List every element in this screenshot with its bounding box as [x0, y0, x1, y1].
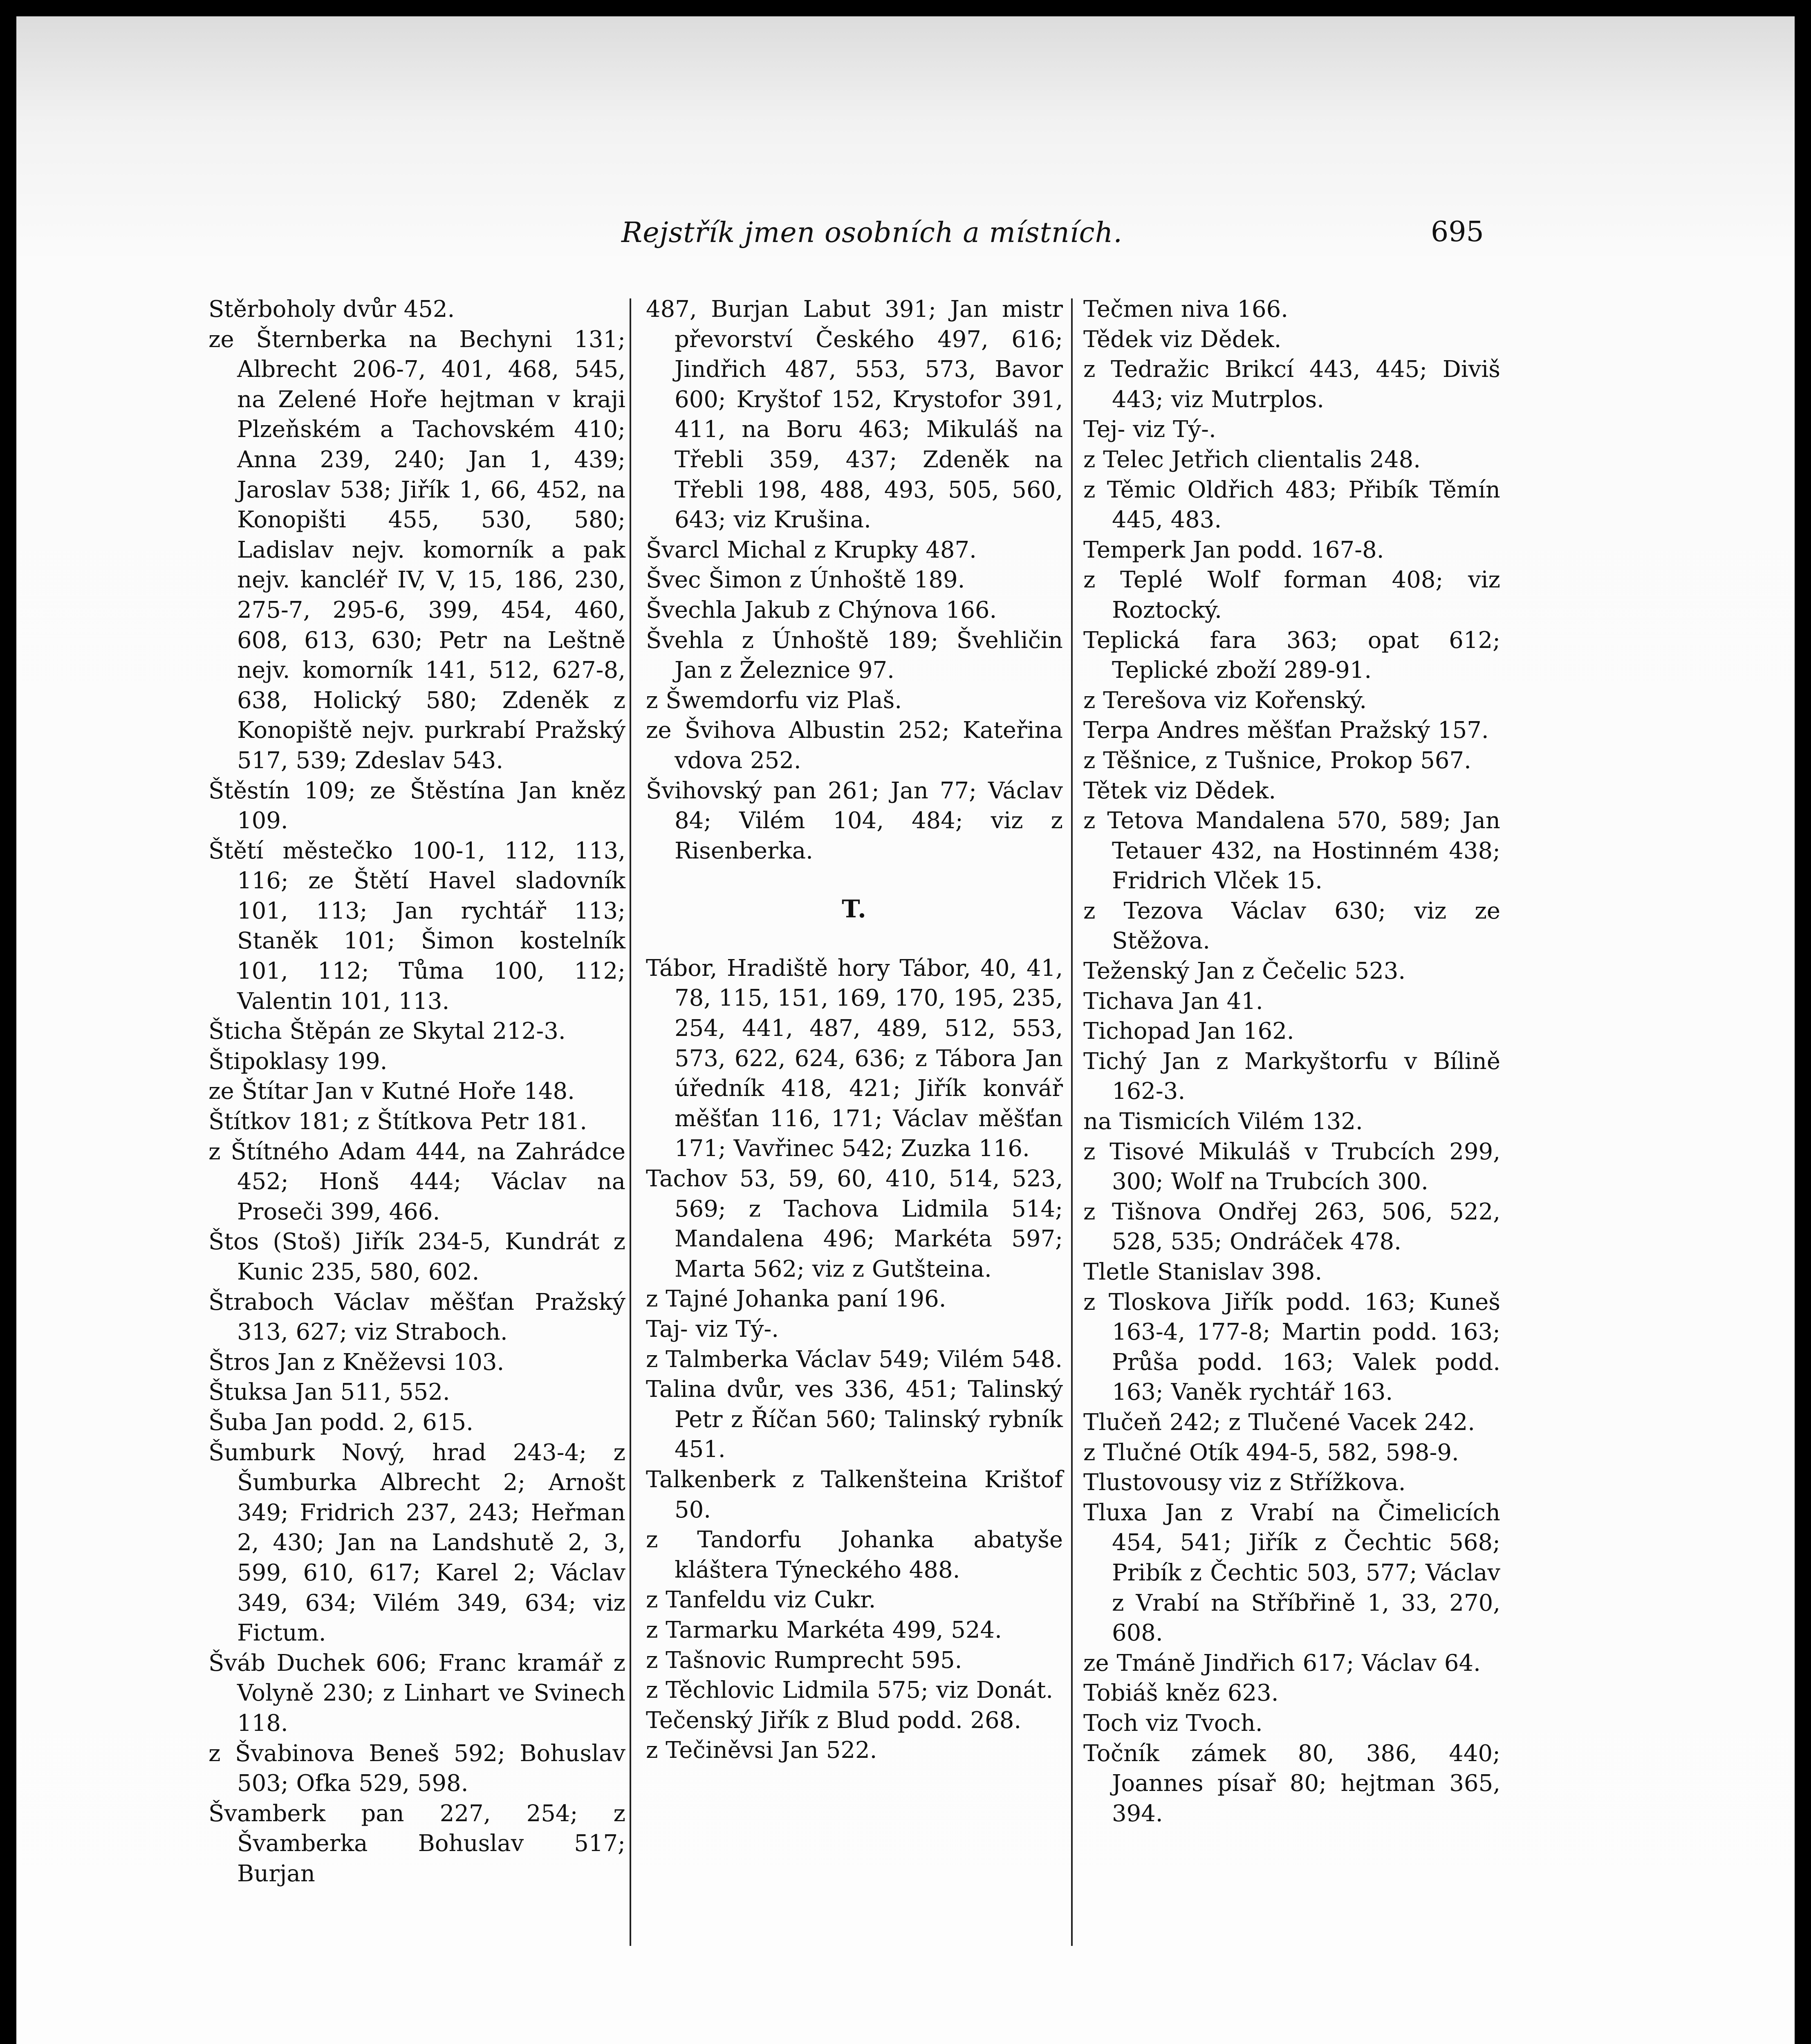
- scanned-page: [16, 16, 1795, 2044]
- index-entry: z Telec Jetřich clientalis 248.: [1083, 446, 1421, 473]
- index-entry: na Tismicích Vilém 132.: [1083, 1108, 1363, 1135]
- index-entry: z Těchlovic Lidmila 575; viz Donát.: [646, 1677, 1053, 1704]
- index-entry: Stěrboholy dvůr 452.: [208, 296, 455, 323]
- index-entry: z Terešova viz Kořenský.: [1083, 687, 1367, 714]
- index-entry: z Tašnovic Rumprecht 595.: [646, 1647, 962, 1674]
- index-entry: Tědek viz Dědek.: [1083, 326, 1282, 353]
- index-entry: Tábor, Hradiště hory Tábor, 40, 41, 78, 115, 151, 169, 170, 195, 235, 254, 441, 487, 489, 512, 553, 573, 622, 624, 636; z Tábora Jan úředník 418, 421; Jiřík konvář měšťan 116, 171; Václav měšťan 171; Vavřinec 542; Zuzka 116.: [646, 955, 1063, 1162]
- index-entry: Tečmen niva 166.: [1083, 296, 1289, 323]
- index-entry: Šváb Duchek 606; Franc kramář z Volyně 230; z Linhart ve Svinech 118.: [208, 1650, 625, 1737]
- index-entry: Tichý Jan z Markyštorfu v Bílině 162-3.: [1083, 1048, 1500, 1105]
- index-entry: Šuba Jan podd. 2, 615.: [208, 1409, 473, 1436]
- index-entry: z Šwemdorfu viz Plaš.: [646, 687, 902, 714]
- index-entry: z Tišnova Ondřej 263, 506, 522, 528, 535; Ondráček 478.: [1083, 1198, 1500, 1255]
- index-entry: Tětek viz Dědek.: [1083, 777, 1276, 804]
- index-entry: Temperk Jan podd. 167-8.: [1083, 536, 1384, 563]
- index-entry: Teplická fara 363; opat 612; Teplické zboží 289-91.: [1083, 627, 1500, 684]
- index-entry: Tletle Stanislav 398.: [1083, 1259, 1322, 1285]
- index-entry: z Tlučné Otík 494-5, 582, 598-9.: [1083, 1439, 1459, 1466]
- index-column-middle: [646, 294, 1063, 1766]
- column-divider: [1071, 298, 1073, 1946]
- index-column-right: [1083, 294, 1500, 1829]
- index-entry: Švarcl Michal z Krupky 487.: [646, 536, 977, 563]
- index-entry: Tlustovousy viz z Střížkova.: [1083, 1469, 1406, 1496]
- index-entry: ze Švihova Albustin 252; Kateřina vdova 252.: [646, 717, 1063, 774]
- index-entry: Štos (Stoš) Jiřík 234-5, Kundrát z Kunic 235, 580, 602.: [208, 1228, 625, 1285]
- page-number: 695: [1431, 216, 1484, 248]
- index-entry: z Štítného Adam 444, na Zahrádce 452; Honš 444; Václav na Proseči 399, 466.: [208, 1138, 625, 1225]
- index-entry: Tluxa Jan z Vrabí na Čimelicích 454, 541; Jiřík z Čechtic 568; Pribík z Čechtic 503, 577; Václav z Vrabí na Stříbřině 1, 33, 270, 608.: [1083, 1499, 1500, 1647]
- index-entry: Talkenberk z Talkenšteina Krištof 50.: [646, 1466, 1063, 1523]
- index-entry: Švechla Jakub z Chýnova 166.: [646, 596, 997, 623]
- index-entry: Tlučeň 242; z Tlučené Vacek 242.: [1083, 1409, 1475, 1436]
- index-entry: 487, Burjan Labut 391; Jan mistr převorství Českého 497, 616; Jindřich 487, 553, 573, Bavor 600; Kryštof 152, Krystofor 391, 411, na Boru 463; Mikuláš na Třebli 359, 437; Zdeněk na Třebli 198, 488, 493, 505, 560, 643; viz Krušina.: [646, 296, 1063, 533]
- index-entry: z Tloskova Jiřík podd. 163; Kuneš 163-4, 177-8; Martin podd. 163; Průša podd. 163; Valek podd. 163; Vaněk rychtář 163.: [1083, 1289, 1500, 1406]
- index-entry: ze Tmáně Jindřich 617; Václav 64.: [1083, 1650, 1481, 1676]
- index-entry: Talina dvůr, ves 336, 451; Talinský Petr z Říčan 560; Talinský rybník 451.: [646, 1376, 1063, 1463]
- index-entry: Švec Šimon z Únhoště 189.: [646, 567, 965, 594]
- index-entry: z Tečiněvsi Jan 522.: [646, 1737, 877, 1764]
- index-entry: z Teplé Wolf forman 408; viz Roztocký.: [1083, 567, 1500, 623]
- section-letter-heading: T.: [842, 895, 867, 924]
- index-entry: z Tezova Václav 630; viz ze Stěžova.: [1083, 897, 1500, 955]
- column-divider: [630, 298, 631, 1946]
- index-entry: Štěstín 109; ze Štěstína Jan kněz 109.: [208, 777, 625, 834]
- index-entry: Švamberk pan 227, 254; z Švamberka Bohuslav 517; Burjan: [208, 1800, 625, 1887]
- index-entry: Tichopad Jan 162.: [1083, 1018, 1294, 1045]
- index-entry: Štítkov 181; z Štítkova Petr 181.: [208, 1108, 587, 1135]
- index-entry: z Tarmarku Markéta 499, 524.: [646, 1616, 1002, 1643]
- index-entry: z Těmic Oldřich 483; Přibík Těmín 445, 483.: [1083, 476, 1500, 533]
- index-entry: Točník zámek 80, 386, 440; Joannes písař 80; hejtman 365, 394.: [1083, 1740, 1500, 1827]
- index-entry: z Těšnice, z Tušnice, Prokop 567.: [1083, 747, 1471, 774]
- index-entry: Štros Jan z Kněževsi 103.: [208, 1349, 504, 1376]
- index-entry: Taj- viz Tý-.: [646, 1316, 779, 1342]
- index-entry: Štipoklasy 199.: [208, 1048, 388, 1075]
- index-entry: z Talmberka Václav 549; Vilém 548.: [646, 1346, 1062, 1373]
- index-entry: ze Štítar Jan v Kutné Hoře 148.: [208, 1078, 575, 1105]
- index-entry: Teženský Jan z Čečelic 523.: [1083, 958, 1406, 985]
- index-entry: Štětí městečko 100-1, 112, 113, 116; ze Štětí Havel sladovník 101, 113; Jan rychtář 113; Staněk 101; Šimon kostelník 101, 112; Tůma 100, 112; Valentin 101, 113.: [208, 837, 625, 1015]
- index-entry: Terpa Andres měšťan Pražský 157.: [1083, 717, 1489, 744]
- index-entry: Švihovský pan 261; Jan 77; Václav 84; Vilém 104, 484; viz z Risenberka.: [646, 777, 1063, 864]
- index-entry: Šumburk Nový, hrad 243-4; z Šumburka Albrecht 2; Arnošt 349; Fridrich 237, 243; Heřman 2, 430; Jan na Landshutě 2, 3, 599, 610, 617; Karel 2; Václav 349, 634; Vilém 349, 634; viz Fictum.: [208, 1439, 625, 1647]
- index-entry: z Tedražic Brikcí 443, 445; Diviš 443; viz Mutrplos.: [1083, 356, 1500, 413]
- index-entry: Toch viz Tvoch.: [1083, 1710, 1263, 1737]
- running-head-title: Rejstřík jmen osobních a místních.: [621, 217, 1123, 249]
- index-entry: Tečenský Jiřík z Blud podd. 268.: [646, 1707, 1022, 1734]
- index-entry: Švehla z Únhoště 189; Švehličin Jan z Železnice 97.: [646, 627, 1063, 684]
- index-entry: Šticha Štěpán ze Skytal 212-3.: [208, 1018, 566, 1045]
- index-column-left: [208, 294, 625, 1889]
- index-entry: Tichava Jan 41.: [1083, 988, 1263, 1015]
- index-entry: z Tisové Mikuláš v Trubcích 299, 300; Wolf na Trubcích 300.: [1083, 1138, 1500, 1195]
- index-entry: Tachov 53, 59, 60, 410, 514, 523, 569; z Tachova Lidmila 514; Mandalena 496; Markéta 597; Marta 562; viz z Gutšteina.: [646, 1165, 1063, 1282]
- index-entry: Štraboch Václav měšťan Pražský 313, 627; viz Straboch.: [208, 1289, 625, 1346]
- index-entry: Tej- viz Tý-.: [1083, 416, 1216, 443]
- index-entry: Štuksa Jan 511, 552.: [208, 1379, 450, 1406]
- index-entry: z Tanfeldu viz Cukr.: [646, 1587, 876, 1614]
- index-entry: Tobiáš kněz 623.: [1083, 1680, 1279, 1707]
- index-entry: ze Šternberka na Bechyni 131; Albrecht 206-7, 401, 468, 545, na Zelené Hoře hejtman v kraji Plzeňském a Tachovském 410; Anna 239, 240; Jan 1, 439; Jaroslav 538; Jiřík 1, 66, 452, na Konopišti 455, 530, 580; Ladislav nejv. komorník a pak nejv. kancléř IV, V, 15, 186, 230, 275-7, 295-6, 399, 454, 460, 608, 613, 630; Petr na Leštně nejv. komorník 141, 512, 627-8, 638, Holický 580; Zdeněk z Konopiště nejv. purkrabí Pražský 517, 539; Zdeslav 543.: [208, 326, 625, 774]
- index-entry: z Tetova Mandalena 570, 589; Jan Tetauer 432, na Hostinném 438; Fridrich Vlček 15.: [1083, 807, 1500, 894]
- index-entry: z Tandorfu Johanka abatyše kláštera Týneckého 488.: [646, 1526, 1063, 1583]
- index-entry: z Švabinova Beneš 592; Bohuslav 503; Ofka 529, 598.: [208, 1740, 625, 1797]
- index-entry: z Tajné Johanka paní 196.: [646, 1286, 946, 1313]
